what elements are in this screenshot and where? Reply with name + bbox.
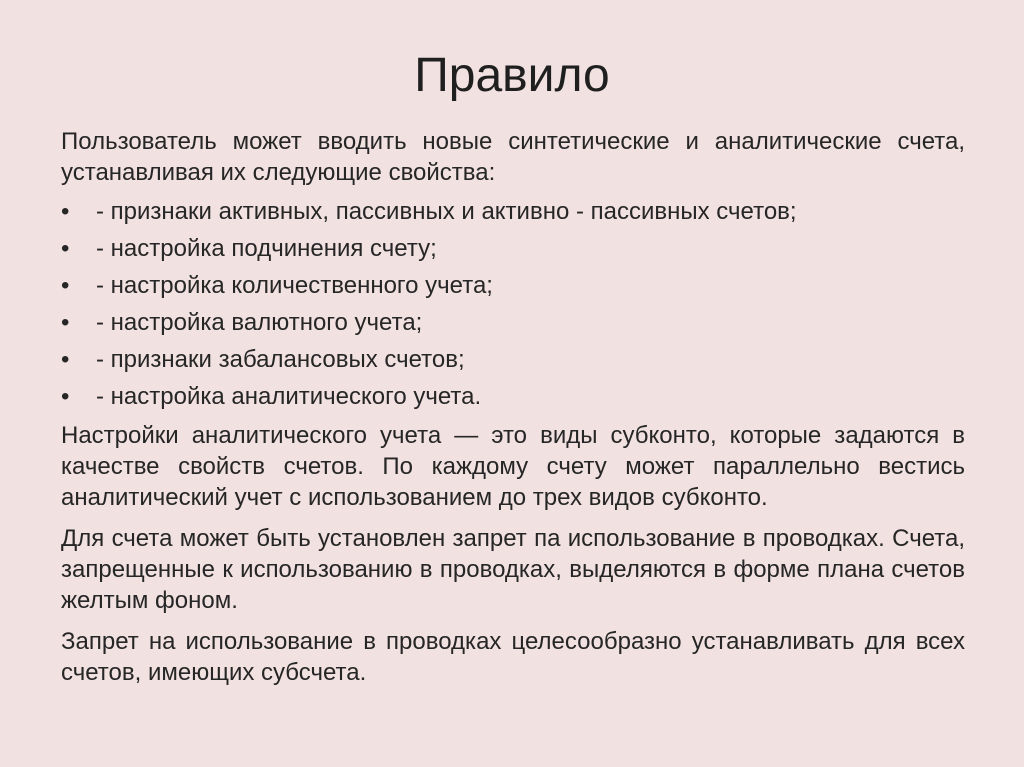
bullet-icon: • bbox=[61, 198, 70, 225]
bullet-icon: • bbox=[61, 309, 70, 336]
bullet-icon: • bbox=[61, 346, 70, 373]
bullet-icon: • bbox=[61, 272, 70, 299]
list-item bbox=[61, 344, 965, 375]
list-item bbox=[61, 196, 965, 227]
list-item bbox=[61, 381, 965, 412]
properties-list bbox=[61, 196, 965, 412]
bullet-icon: • bbox=[61, 383, 70, 410]
posting-ban-paragraph: Для счета может быть установлен запрет па использование в проводках. Счета, запрещенные к использованию в проводках, выделяются в форме плана счетов желтым фоном. bbox=[61, 525, 965, 614]
slide-title: Правило bbox=[414, 49, 610, 102]
list-item bbox=[61, 307, 965, 338]
list-item bbox=[61, 233, 965, 264]
intro-paragraph: Пользователь может вводить новые синтетические и аналитические счета, устанавливая их следующие свойства: bbox=[61, 128, 965, 186]
list-item-text: - настройка количественного учета; bbox=[96, 272, 493, 299]
subaccounts-paragraph: Запрет на использование в проводках целесообразно устанавливать для всех счетов, имеющих субсчета. bbox=[61, 628, 965, 686]
subkonto-paragraph: Настройки аналитического учета — это виды субконто, которые задаются в качестве свойств счетов. По каждому счету может параллельно вестись аналитический учет с использованием до трех видов субконто. bbox=[61, 422, 965, 511]
list-item-text: - признаки забалансовых счетов; bbox=[96, 346, 465, 373]
list-item-text: - настройка валютного учета; bbox=[96, 309, 423, 336]
list-item-text: - настройка аналитического учета. bbox=[96, 383, 482, 410]
list-item-text: - признаки активных, пассивных и активно - пассивных счетов; bbox=[96, 198, 797, 225]
list-item-text: - настройка подчинения счету; bbox=[96, 235, 437, 262]
bullet-icon: • bbox=[61, 235, 70, 262]
slide-body bbox=[61, 126, 965, 697]
list-item bbox=[61, 270, 965, 301]
